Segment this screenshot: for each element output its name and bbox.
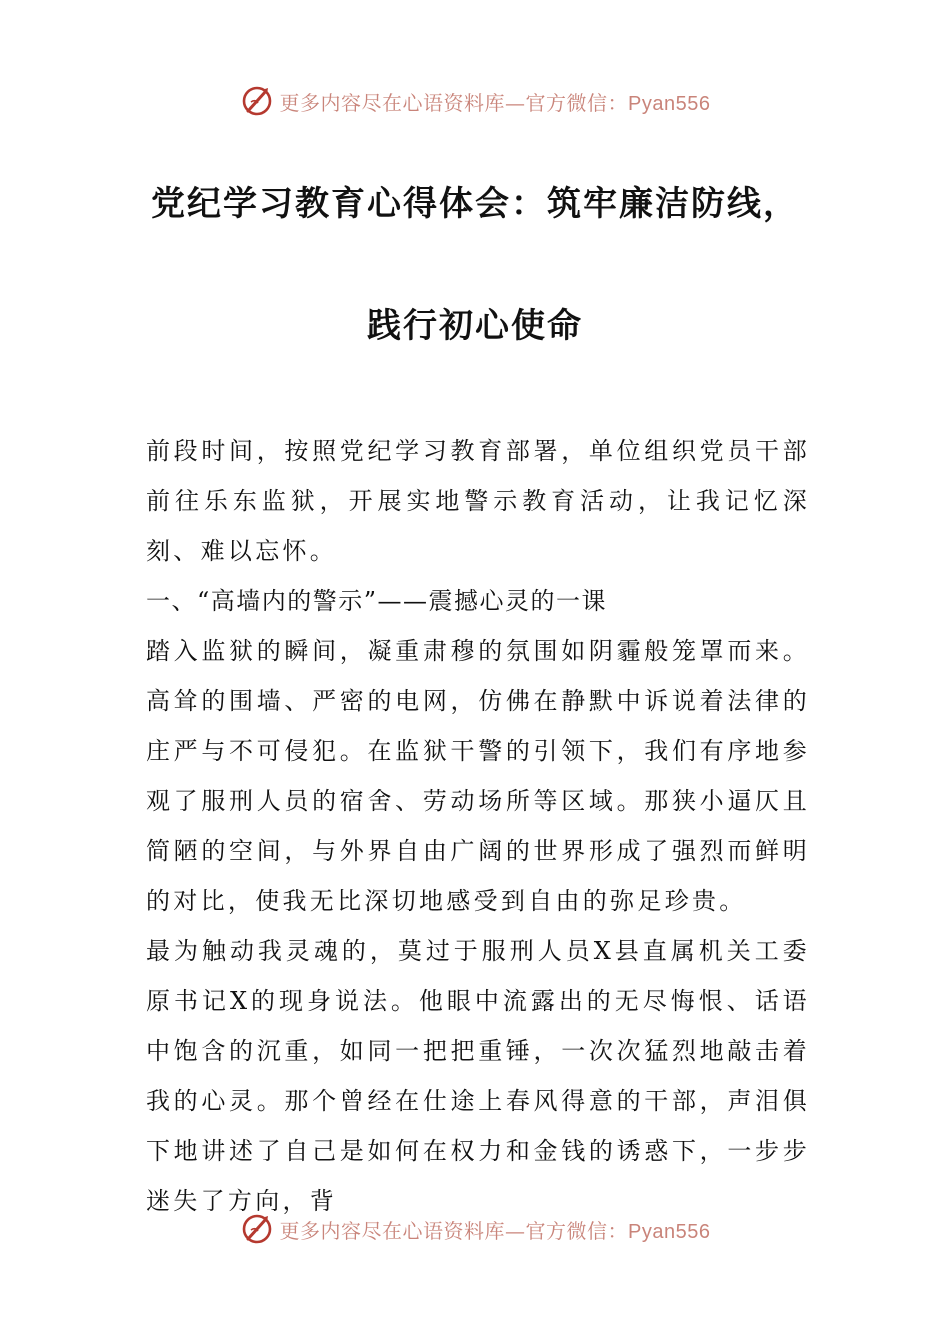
pen-logo-icon bbox=[240, 84, 274, 118]
document-title-line-2: 践行初心使命 bbox=[367, 306, 583, 346]
paragraph-intro: 前段时间，按照党纪学习教育部署，单位组织党员干部前往乐东监狱，开展实地警示教育活动，让我记忆深刻、难以忘怀。 bbox=[146, 437, 810, 565]
header-watermark bbox=[0, 84, 950, 118]
footer-watermark bbox=[0, 1212, 950, 1246]
watermark-wechat-id: Pyan556 bbox=[628, 1220, 711, 1243]
pen-logo-icon bbox=[240, 1212, 274, 1246]
watermark-text: 更多内容尽在心语资料库—官方微信：Pyan556 bbox=[279, 90, 711, 115]
watermark-text: 更多内容尽在心语资料库—官方微信：Pyan556 bbox=[279, 1218, 711, 1243]
paragraph-prison-visit: 踏入监狱的瞬间，凝重肃穆的氛围如阴霾般笼罩而来。高耸的围墙、严密的电网，仿佛在静默中诉说着法律的庄严与不可侵犯。在监狱干警的引领下，我们有序地参观了服刑人员的宿舍、劳动场所等区域。那狭小逼仄且简陋的空间，与外界自由广阔的世界形成了强烈而鲜明的对比，使我无比深切地感受到自由的弥足珍贵。 bbox=[146, 637, 810, 915]
section-heading: 一、“高墙内的警示”——震撼心灵的一课 bbox=[146, 587, 608, 615]
watermark-wechat-id: Pyan556 bbox=[628, 92, 711, 115]
document-title-line-1: 党纪学习教育心得体会：筑牢廉洁防线， bbox=[151, 184, 799, 224]
document-body bbox=[146, 426, 810, 1226]
paragraph-confession: 最为触动我灵魂的，莫过于服刑人员X县直属机关工委原书记X的现身说法。他眼中流露出的无尽悔恨、话语中饱含的沉重，如同一把把重锤，一次次猛烈地敲击着我的心灵。那个曾经在仕途上春风得意的干部，声泪俱下地讲述了自己是如何在权力和金钱的诱惑下，一步步迷失了方向，背 bbox=[146, 937, 810, 1215]
